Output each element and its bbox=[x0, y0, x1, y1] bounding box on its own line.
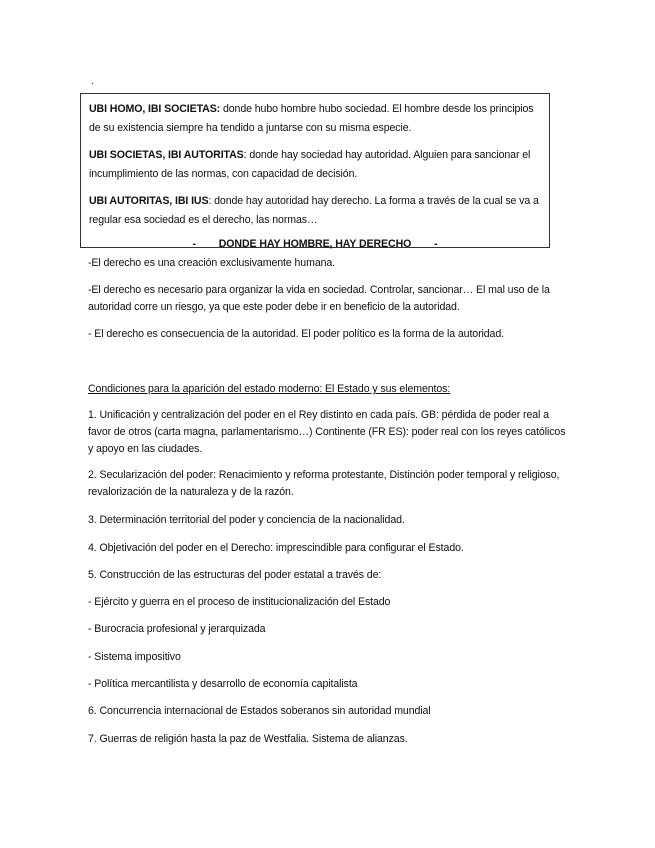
maxims-conclusion: - DONDE HAY HOMBRE, HAY DERECHO - bbox=[192, 238, 438, 250]
maxims-box bbox=[80, 93, 550, 248]
maxim-ubi-homo-title: UBI HOMO, IBI SOCIETAS: bbox=[89, 103, 221, 115]
maxim-ubi-societas-title: UBI SOCIETAS, IBI AUTORITAS bbox=[89, 149, 244, 161]
maxim-ubi-homo bbox=[89, 100, 541, 138]
condition-2: 2. Secularización del poder: Renacimiento y reforma protestante, Distinción poder temporal y religioso, revalorización de la naturaleza y de la razón. bbox=[88, 469, 560, 498]
maxim-ubi-societas bbox=[89, 146, 541, 184]
condition-5: 5. Construcción de las estructuras del poder estatal a través de: bbox=[88, 569, 382, 581]
condition-5-item-bureaucracy: - Burocracia profesional y jerarquizada bbox=[88, 623, 266, 635]
maxim-ubi-autoritas bbox=[89, 192, 541, 230]
note-3: - El derecho es consecuencia de la autoridad. El poder político es la forma de la autoridad. bbox=[88, 328, 504, 340]
condition-5-item-taxation: - Sistema impositivo bbox=[88, 651, 181, 663]
maxim-ubi-homo-text: donde hubo hombre hubo sociedad. El hombre desde los principios de su existencia siempre ha tendido a juntarse con su misma especie. bbox=[89, 103, 534, 134]
stray-mark: . bbox=[91, 76, 94, 87]
condition-1: 1. Unificación y centralización del poder en el Rey distinto en cada país. GB: pérdida de poder real a favor de otros (carta magna, parlamentarismo…) Continente (FR ES): poder real con los reyes católicos y apoyo en las ciudades. bbox=[88, 409, 566, 455]
note-2: -El derecho es necesario para organizar la vida en sociedad. Controlar, sancionar… El mal uso de la autoridad corre un riesgo, ya que este poder debe ir en beneficio de la autoridad. bbox=[88, 284, 550, 313]
maxim-ubi-societas-text: : donde hay sociedad hay autoridad. Alguien para sancionar el incumplimiento de las normas, con capacidad de decisión. bbox=[89, 149, 531, 180]
condition-4: 4. Objetivación del poder en el Derecho: imprescindible para configurar el Estado. bbox=[88, 542, 464, 554]
condition-7: 7. Guerras de religión hasta la paz de Westfalia. Sistema de alianzas. bbox=[88, 733, 408, 745]
section-title: Condiciones para la aparición del estado moderno: El Estado y sus elementos: bbox=[88, 383, 451, 395]
condition-5-item-army: - Ejército y guerra en el proceso de institucionalización del Estado bbox=[88, 596, 391, 608]
maxim-ubi-autoritas-text: : donde hay autoridad hay derecho. La forma a través de la cual se va a regular esa sociedad es el derecho, las normas… bbox=[89, 195, 539, 226]
maxim-ubi-autoritas-title: UBI AUTORITAS, IBI IUS bbox=[89, 195, 209, 207]
note-1: -El derecho es una creación exclusivamente humana. bbox=[88, 257, 336, 269]
condition-5-item-mercantilism: - Política mercantilista y desarrollo de economía capitalista bbox=[88, 678, 358, 690]
condition-6: 6. Concurrencia internacional de Estados soberanos sin autoridad mundial bbox=[88, 705, 431, 717]
condition-3: 3. Determinación territorial del poder y conciencia de la nacionalidad. bbox=[88, 514, 405, 526]
